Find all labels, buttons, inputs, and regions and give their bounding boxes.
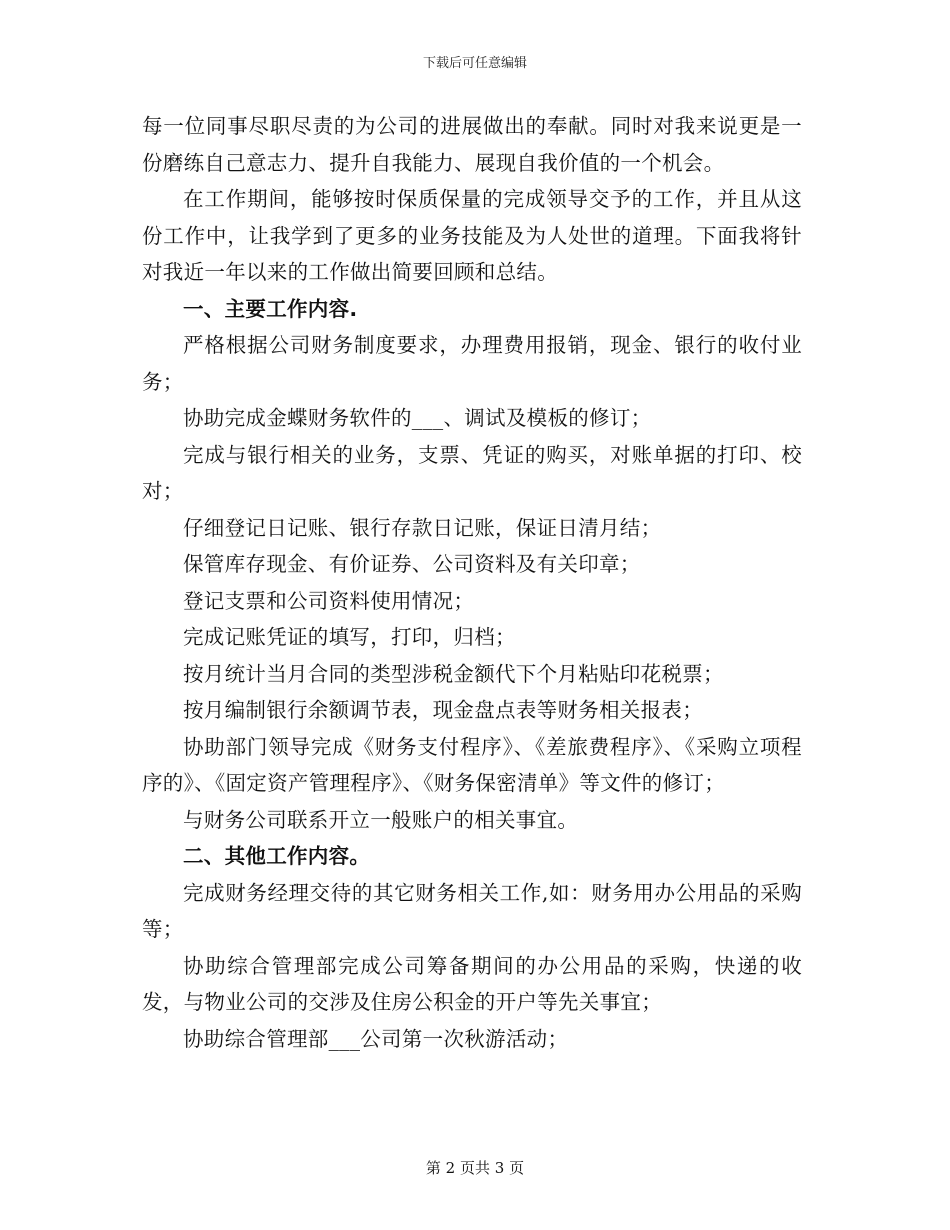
list-item: 按月编制银行余额调节表，现金盘点表等财务相关报表； — [183, 698, 703, 722]
list-item: 协助部门领导完成《财务支付程序》、《差旅费程序》、《采购立项程序的》、《固定资产管理程序》、《财务保密清单》等文件的修订； — [142, 734, 802, 795]
page-footer: 第 2 页共 3 页 — [425, 1159, 525, 1177]
paragraph-continuation: 每一位同事尽职尽责的为公司的进展做出的奉献。同时对我来说更是一份磨练自己意志力、提升自我能力、展现自我价值的一个机会。 — [142, 114, 802, 175]
list-item: 完成记账凭证的填写，打印，归档； — [183, 625, 516, 649]
section-heading: 一、主要工作内容. — [183, 296, 358, 321]
list-item: 保管库存现金、有价证券、公司资料及有关印章； — [183, 552, 641, 576]
list-item: 完成与银行相关的业务，支票、凭证的购买，对账单据的打印、校对； — [142, 442, 802, 503]
list-item: 与财务公司联系开立一般账户的相关事宜。 — [183, 807, 579, 832]
list-item: 严格根据公司财务制度要求，办理费用报销，现金、银行的收付业务； — [142, 333, 802, 394]
list-item: 完成财务经理交待的其它财务相关工作,如：财务用办公用品的采购等； — [142, 880, 802, 941]
paragraph: 在工作期间，能够按时保质保量的完成领导交予的工作，并且从这份工作中，让我学到了更多的业务技能及为人处世的道理。下面我将针对我近一年以来的工作做出简要回顾和总结。 — [142, 187, 802, 284]
list-item: 按月统计当月合同的类型涉税金额代下个月粘贴印花税票； — [183, 661, 724, 686]
document-body — [142, 108, 802, 1057]
list-item: 仔细登记日记账、银行存款日记账，保证日清月结； — [183, 515, 662, 540]
list-item: 协助综合管理部___公司第一次秋游活动； — [183, 1026, 569, 1051]
list-item: 登记支票和公司资料使用情况； — [183, 588, 475, 613]
list-item: 协助综合管理部完成公司筹备期间的办公用品的采购，快递的收发，与物业公司的交涉及住房公积金的开户等先关事宜； — [142, 953, 802, 1014]
page-header: 下载后可任意编辑 — [422, 56, 527, 71]
section-heading: 二、其他工作内容。 — [183, 844, 371, 868]
list-item: 协助完成金蝶财务软件的___、调试及模板的修订； — [183, 406, 652, 430]
